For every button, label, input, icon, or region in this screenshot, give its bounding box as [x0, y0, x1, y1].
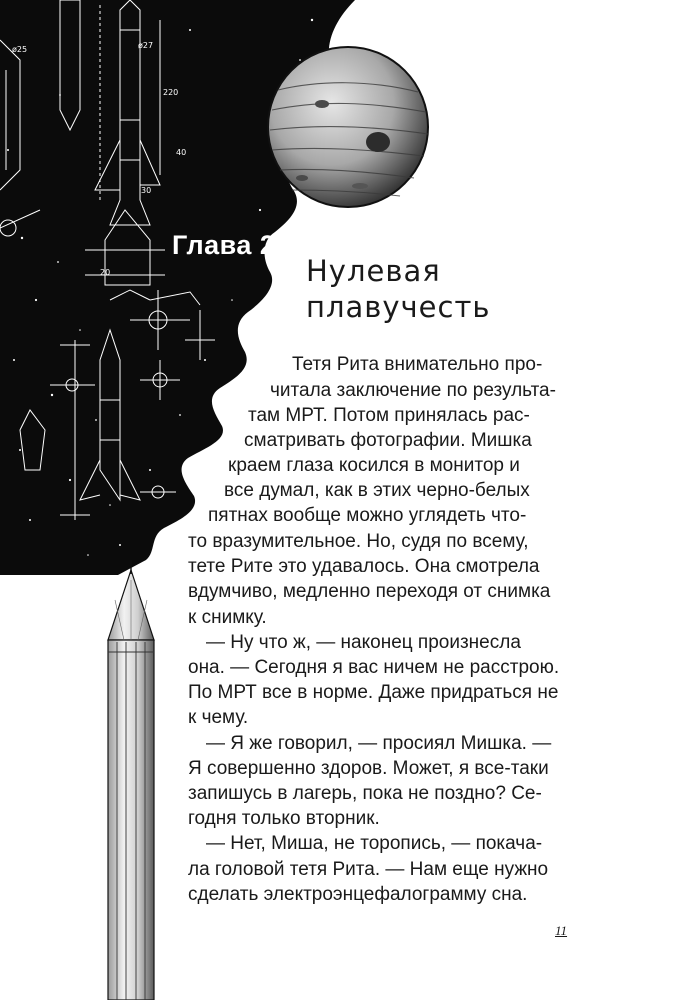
text-line: все думал, как в этих черно-белых — [224, 480, 530, 501]
chapter-label: Глава 2 — [172, 230, 276, 260]
text-line: — Нет, Миша, не торопись, — покача- — [206, 833, 543, 855]
planet — [268, 47, 428, 207]
text-line: Тетя Рита внимательно про- — [292, 354, 543, 375]
svg-text:ø25: ø25 — [12, 45, 28, 54]
text-line: пятнах вообще можно углядеть что- — [208, 505, 527, 526]
text-line: она. — Сегодня я вас ничем не расстрою. — [188, 657, 560, 679]
body-text — [292, 352, 542, 377]
body-text — [228, 453, 520, 478]
svg-text:220: 220 — [163, 88, 179, 97]
text-line: Я совершенно здоров. Может, я все-таки — [188, 757, 549, 779]
text-line: то вразумительное. Но, судя по всему, — [188, 531, 529, 552]
page-number: 11 — [555, 923, 568, 938]
body-text — [208, 503, 526, 528]
text-line: краем глаза косился в монитор и — [228, 455, 520, 476]
text-line: По МРТ все в норме. Даже придраться не — [188, 682, 559, 704]
chapter-title-line: Нулевая — [306, 254, 441, 288]
text-line: к снимку. — [188, 606, 267, 628]
text-line: вдумчиво, медленно переходя от снимка — [188, 581, 551, 603]
body-text — [244, 428, 532, 453]
text-line: читала заключение по результа- — [270, 380, 556, 401]
svg-text:40: 40 — [176, 148, 187, 157]
body-text — [248, 403, 530, 428]
text-line: там МРТ. Потом принялась рас- — [248, 405, 530, 426]
svg-text:30: 30 — [141, 186, 152, 195]
chapter-title — [306, 253, 490, 325]
text-line: тете Рите это удавалось. Она смотрела — [188, 556, 540, 578]
text-line: запишусь в лагерь, пока не поздно? Се- — [188, 783, 542, 805]
body-text — [270, 378, 556, 403]
chapter-title-line: плавучесть — [306, 290, 491, 324]
pencil-rocket — [108, 560, 154, 1000]
text-line: сматривать фотографии. Мишка — [244, 430, 532, 451]
body-text — [224, 478, 530, 503]
text-line: ла головой тетя Рита. — Нам еще нужно — [188, 858, 549, 880]
text-line: — Ну что ж, — наконец произнесла — [206, 631, 521, 653]
text-line: — Я же говорил, — просиял Мишка. — — [206, 732, 552, 754]
svg-text:ø27: ø27 — [138, 41, 154, 50]
text-line: к чему. — [188, 707, 249, 729]
text-line: годня только вторник. — [188, 808, 380, 830]
svg-text:20: 20 — [100, 268, 111, 277]
body-text — [188, 529, 559, 907]
text-line: сделать электроэнцефалограмму сна. — [188, 883, 528, 905]
